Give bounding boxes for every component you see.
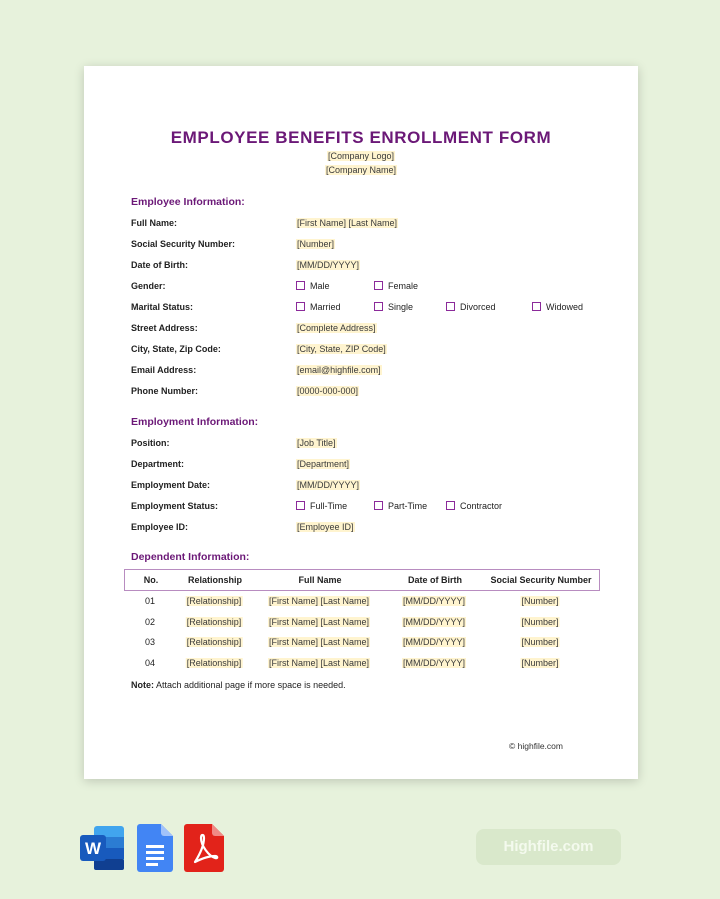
company-logo-placeholder: [Company Logo] (327, 151, 395, 161)
employment-status-label: Employment Status: (131, 501, 219, 511)
full-name-field[interactable]: [First Name] [Last Name] (268, 637, 370, 647)
gender-row (131, 281, 618, 295)
column-header: Social Security Number (490, 575, 592, 585)
phone-label: Phone Number: (131, 386, 199, 396)
status-contractor-option[interactable]: Contractor (446, 501, 502, 511)
column-header: Relationship (187, 575, 243, 585)
dob-row (131, 260, 618, 274)
employment-date-field[interactable]: [MM/DD/YYYY] (297, 480, 360, 490)
full-name-field[interactable]: [First Name] [Last Name] (268, 658, 370, 668)
dob-field[interactable]: [MM/DD/YYYY] (402, 617, 466, 627)
column-header: No. (143, 575, 159, 585)
department-row (131, 459, 618, 473)
word-icon[interactable] (80, 824, 126, 877)
company-name-placeholder: [Company Name] (325, 165, 397, 175)
checkbox-icon[interactable] (296, 501, 305, 510)
pdf-icon[interactable] (184, 824, 224, 877)
marital-single-option[interactable]: Single (374, 302, 413, 312)
email-row (131, 365, 618, 379)
footer-copyright: © highfile.com (509, 741, 563, 751)
city-row (131, 344, 618, 358)
position-field[interactable]: [Job Title] (297, 438, 336, 448)
ssn-field[interactable]: [Number] (521, 617, 559, 627)
ssn-label: Social Security Number: (131, 239, 236, 249)
full-name-field[interactable]: [First Name] [Last Name] (268, 617, 370, 627)
status-fulltime-option[interactable]: Full-Time (296, 501, 347, 511)
city-field[interactable]: [City, State, ZIP Code] (297, 344, 386, 354)
marital-row (131, 302, 618, 316)
dob-field[interactable]: [MM/DD/YYYY] (402, 637, 466, 647)
dependent-info-heading: Dependent Information: (131, 551, 250, 563)
street-label: Street Address: (131, 323, 198, 333)
employment-status-row (131, 501, 618, 515)
employee-info-heading: Employee Information: (131, 196, 245, 208)
ssn-field[interactable]: [Number] (297, 239, 335, 249)
table-row (124, 617, 598, 631)
ssn-row (131, 239, 618, 253)
dob-label: Date of Birth: (131, 260, 188, 270)
full-name-field[interactable]: [First Name] [Last Name] (297, 218, 398, 228)
city-label: City, State, Zip Code: (131, 344, 221, 354)
full-name-label: Full Name: (131, 218, 178, 228)
employee-id-row (131, 522, 618, 536)
row-number: 03 (144, 637, 156, 647)
marital-married-option[interactable]: Married (296, 302, 341, 312)
checkbox-icon[interactable] (446, 302, 455, 311)
checkbox-icon[interactable] (532, 302, 541, 311)
gender-female-option[interactable]: Female (374, 281, 418, 291)
relationship-field[interactable]: [Relationship] (186, 617, 242, 627)
checkbox-icon[interactable] (296, 281, 305, 290)
svg-text:W: W (84, 839, 102, 858)
marital-label: Marital Status: (131, 302, 194, 312)
department-label: Department: (131, 459, 185, 469)
note-label: Note: (131, 680, 154, 690)
note-body: Attach additional page if more space is needed. (154, 680, 346, 690)
table-row (124, 658, 598, 672)
employment-date-row (131, 480, 618, 494)
column-header: Full Name (298, 575, 342, 585)
employment-date-label: Employment Date: (131, 480, 211, 490)
status-parttime-option[interactable]: Part-Time (374, 501, 427, 511)
row-number: 04 (144, 658, 156, 668)
dependents-table-header (124, 569, 600, 591)
street-row (131, 323, 618, 337)
highfile-watermark: Highfile.com (476, 829, 621, 865)
dob-field[interactable]: [MM/DD/YYYY] (402, 596, 466, 606)
gender-male-option[interactable]: Male (296, 281, 330, 291)
ssn-field[interactable]: [Number] (521, 596, 559, 606)
form-document (84, 66, 638, 779)
checkbox-icon[interactable] (374, 302, 383, 311)
employee-id-label: Employee ID: (131, 522, 189, 532)
checkbox-icon[interactable] (446, 501, 455, 510)
department-field[interactable]: [Department] (297, 459, 350, 469)
relationship-field[interactable]: [Relationship] (186, 658, 242, 668)
form-title: EMPLOYEE BENEFITS ENROLLMENT FORM (170, 128, 552, 147)
relationship-field[interactable]: [Relationship] (186, 596, 242, 606)
note-text (131, 680, 346, 690)
row-number: 02 (144, 617, 156, 627)
dob-field[interactable]: [MM/DD/YYYY] (297, 260, 360, 270)
checkbox-icon[interactable] (374, 281, 383, 290)
checkbox-icon[interactable] (296, 302, 305, 311)
table-row (124, 637, 598, 651)
ssn-field[interactable]: [Number] (521, 658, 559, 668)
street-field[interactable]: [Complete Address] (297, 323, 376, 333)
position-label: Position: (131, 438, 170, 448)
employee-id-field[interactable]: [Employee ID] (297, 522, 354, 532)
checkbox-icon[interactable] (374, 501, 383, 510)
full-name-row (131, 218, 618, 232)
email-field[interactable]: [email@highfile.com] (297, 365, 381, 375)
employment-info-heading: Employment Information: (131, 416, 259, 428)
ssn-field[interactable]: [Number] (521, 637, 559, 647)
marital-divorced-option[interactable]: Divorced (446, 302, 496, 312)
phone-row (131, 386, 618, 400)
google-docs-icon[interactable] (137, 824, 173, 877)
table-row (124, 596, 598, 610)
position-row (131, 438, 618, 452)
row-number: 01 (144, 596, 156, 606)
marital-widowed-option[interactable]: Widowed (532, 302, 583, 312)
email-label: Email Address: (131, 365, 197, 375)
column-header: Date of Birth (408, 575, 462, 585)
phone-field[interactable]: [0000-000-000] (297, 386, 359, 396)
dob-field[interactable]: [MM/DD/YYYY] (402, 658, 466, 668)
relationship-field[interactable]: [Relationship] (186, 637, 242, 647)
gender-label: Gender: (131, 281, 166, 291)
full-name-field[interactable]: [First Name] [Last Name] (268, 596, 370, 606)
